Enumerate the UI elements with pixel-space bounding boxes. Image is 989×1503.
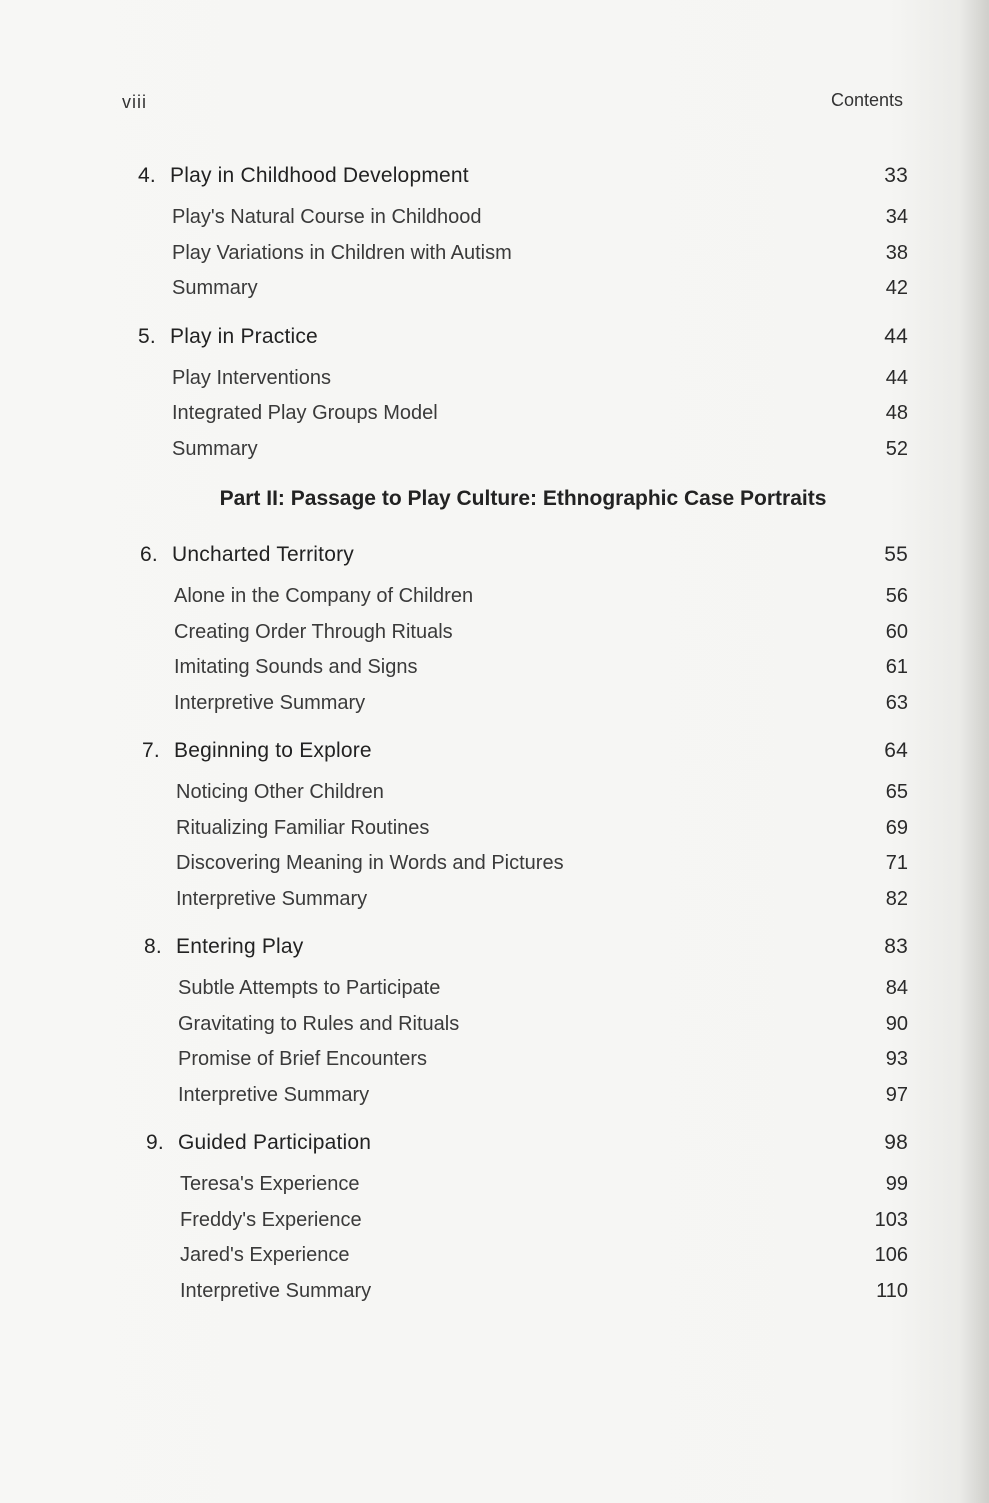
section-title: Interpretive Summary (174, 691, 366, 714)
part-heading: Part II: Passage to Play Culture: Ethnographic Case Portraits (219, 487, 827, 510)
section-entry (146, 1203, 908, 1239)
chapter-title: Guided Participation (178, 1131, 372, 1154)
chapter-entry (140, 537, 908, 573)
chapter-title: Entering Play (176, 935, 304, 958)
section-entry (144, 971, 908, 1007)
section-entry (138, 271, 908, 307)
chapter-page-number: 83 (884, 935, 908, 958)
toc-chapter (138, 1125, 908, 1309)
chapter-number: 6. (140, 543, 158, 566)
section-title: Noticing Other Children (176, 781, 384, 803)
chapter-entry (144, 929, 908, 965)
section-list (140, 579, 908, 721)
chapter-heading (144, 929, 304, 965)
section-entry (144, 1007, 908, 1043)
section-entry (140, 579, 908, 615)
section-page-number: 69 (885, 816, 908, 839)
section-entry (144, 1078, 908, 1114)
section-page-number: 34 (885, 206, 908, 228)
chapter-title: Play in Childhood Development (170, 164, 469, 187)
section-page-number: 97 (885, 1083, 908, 1106)
page-number: viii (122, 92, 147, 112)
section-entry (142, 811, 908, 847)
section-title: Teresa's Experience (180, 1173, 360, 1195)
section-page-number: 63 (885, 691, 908, 714)
chapter-number: 9. (146, 1131, 164, 1154)
section-title: Summary (172, 437, 258, 460)
section-title: Play Interventions (172, 366, 331, 389)
running-head: Contents (830, 90, 903, 110)
section-page-number: 60 (885, 620, 908, 643)
section-page-number: 56 (885, 585, 908, 607)
chapter-heading (138, 319, 318, 355)
chapter-title: Beginning to Explore (174, 739, 372, 762)
toc-chapter (138, 733, 908, 929)
chapter-number: 7. (142, 739, 160, 762)
section-page-number: 61 (885, 656, 908, 678)
section-entry (140, 615, 908, 651)
section-entry (146, 1274, 908, 1310)
section-title: Integrated Play Groups Model (172, 402, 438, 424)
chapter-heading (142, 733, 372, 769)
section-title: Creating Order Through Rituals (174, 620, 453, 643)
section-entry (138, 200, 908, 236)
section-page-number: 82 (885, 887, 908, 910)
section-page-number: 106 (874, 1244, 908, 1266)
section-entry (142, 775, 908, 811)
section-title: Discovering Meaning in Words and Pictures (176, 852, 564, 874)
section-list (144, 971, 908, 1113)
chapter-entry (142, 733, 908, 769)
section-title: Subtle Attempts to Participate (178, 977, 441, 999)
section-list (142, 775, 908, 917)
section-entry (140, 686, 908, 722)
section-entry (144, 1042, 908, 1078)
chapter-entry (138, 158, 908, 194)
part2-chapter-list (138, 537, 908, 1309)
section-entry (140, 650, 908, 686)
chapter-page-number: 98 (884, 1131, 908, 1154)
chapter-page-number: 64 (884, 739, 908, 762)
section-title: Interpretive Summary (176, 887, 368, 910)
section-title: Promise of Brief Encounters (178, 1048, 427, 1070)
chapter-page-number: 44 (884, 324, 908, 348)
section-page-number: 38 (885, 241, 908, 264)
section-title: Alone in the Company of Children (174, 585, 474, 607)
section-title: Play's Natural Course in Childhood (172, 206, 482, 228)
section-page-number: 52 (885, 437, 908, 460)
section-entry (142, 846, 908, 882)
chapter-title: Uncharted Territory (172, 543, 354, 566)
section-page-number: 48 (885, 402, 908, 424)
section-page-number: 99 (885, 1173, 908, 1195)
toc-chapter (138, 319, 908, 468)
chapter-entry (138, 319, 908, 355)
chapter-title: Play in Practice (170, 324, 318, 348)
chapter-page-number: 33 (884, 164, 908, 187)
section-page-number: 84 (885, 977, 908, 999)
table-of-contents (138, 158, 908, 1309)
section-title: Freddy's Experience (180, 1208, 362, 1231)
section-title: Interpretive Summary (178, 1083, 370, 1106)
section-entry (138, 236, 908, 272)
section-page-number: 71 (885, 852, 908, 874)
section-title: Summary (172, 277, 258, 299)
section-page-number: 110 (876, 1279, 908, 1302)
section-title: Ritualizing Familiar Routines (176, 816, 430, 839)
toc-chapter (138, 537, 908, 733)
section-list (138, 200, 908, 307)
section-page-number: 44 (885, 366, 908, 389)
chapter-number: 8. (144, 935, 162, 958)
toc-chapter (138, 158, 908, 319)
section-entry (146, 1238, 908, 1274)
chapter-page-number: 55 (884, 543, 908, 566)
chapter-number: 5. (138, 324, 156, 348)
toc-chapter (138, 929, 908, 1125)
section-page-number: 90 (885, 1012, 908, 1035)
section-entry (142, 882, 908, 918)
section-list (138, 361, 908, 468)
section-title: Play Variations in Children with Autism (172, 241, 512, 264)
chapter-heading (146, 1125, 371, 1161)
section-entry (138, 361, 908, 397)
section-entry (146, 1167, 908, 1203)
chapter-heading (140, 537, 354, 573)
section-title: Imitating Sounds and Signs (174, 656, 418, 678)
section-entry (138, 432, 908, 468)
section-title: Jared's Experience (180, 1244, 350, 1266)
section-title: Gravitating to Rules and Rituals (178, 1012, 460, 1035)
section-title: Interpretive Summary (180, 1279, 372, 1302)
section-list (146, 1167, 908, 1309)
part1-chapter-list (138, 158, 908, 467)
section-entry (138, 396, 908, 432)
chapter-heading (138, 158, 469, 194)
section-page-number: 42 (885, 277, 908, 299)
chapter-entry (146, 1125, 908, 1161)
chapter-number: 4. (138, 164, 156, 187)
section-page-number: 65 (885, 781, 908, 803)
section-page-number: 103 (874, 1208, 908, 1231)
section-page-number: 93 (885, 1048, 908, 1070)
